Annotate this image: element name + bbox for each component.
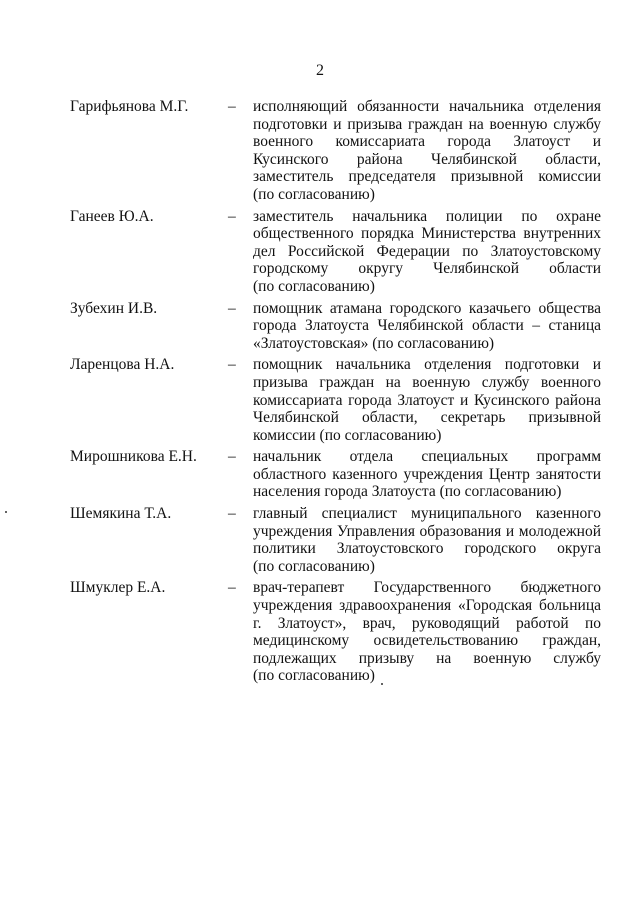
member-position [253, 505, 601, 575]
position-line: заместитель председателя призывной комиссии [253, 168, 601, 186]
position-line: городскому округу Челябинской области [253, 260, 601, 278]
position-line: (по согласованию) [253, 277, 375, 295]
member-entry [70, 505, 604, 575]
position-line: подлежащих призыву на военную службу [253, 649, 601, 667]
position-line: заместитель начальника полиции по охране [253, 207, 601, 225]
scan-speck [381, 683, 383, 685]
dash-separator: – [228, 448, 236, 466]
member-entry [70, 98, 604, 204]
position-line: (по согласованию) [253, 185, 375, 203]
position-line: комиссариата города Златоуст и Кусинского района [253, 391, 601, 409]
position-line: города Златоуста Челябинской области – станица [253, 317, 601, 335]
position-line: учреждения здравоохранения «Городская больница [253, 597, 601, 615]
position-line: врач-терапевт Государственного бюджетного [253, 579, 601, 597]
position-line: (по согласованию) [253, 557, 375, 575]
position-line: г. Златоуст», врач, руководящий работой по [253, 614, 601, 632]
position-line: исполняющий обязанности начальника отделения [253, 98, 601, 115]
member-name: Ларенцова Н.А. [70, 356, 175, 374]
dash-separator: – [228, 505, 236, 523]
position-line: Кусинского района Челябинской области, [253, 150, 601, 168]
position-line: призыва граждан на военную службу военного [253, 373, 601, 391]
member-position [253, 356, 601, 444]
position-line: военного комиссариата города Златоуст и [253, 133, 601, 151]
page-number: 2 [316, 62, 324, 79]
dash-separator: – [228, 207, 236, 225]
position-line: помощник атамана городского казачьего общества [253, 299, 601, 317]
member-name: Шмуклер Е.А. [70, 579, 166, 597]
position-line: помощник начальника отделения подготовки и [253, 356, 601, 374]
position-line: областного казенного учреждения Центр занятости [253, 465, 601, 483]
member-position [253, 208, 601, 296]
member-entry [70, 579, 604, 685]
scan-speck [5, 511, 7, 513]
position-line: подготовки и призыва граждан на военную службу [253, 115, 601, 133]
member-name: Шемякина Т.А. [70, 505, 172, 523]
member-name: Гарифьянова М.Г. [70, 98, 189, 115]
member-entry [70, 300, 604, 353]
position-line: главный специалист муниципального казенного [253, 505, 601, 523]
dash-separator: – [228, 579, 236, 597]
position-line: учреждения Управления образования и молодежной [253, 522, 601, 540]
position-line: «Златоустовская» (по согласованию) [253, 334, 495, 352]
member-entry [70, 208, 604, 296]
dash-separator: – [228, 98, 236, 115]
position-line: начальник отдела специальных программ [253, 448, 601, 466]
dash-separator: – [228, 356, 236, 374]
position-line: Челябинской области, секретарь призывной [253, 409, 601, 427]
member-position [253, 98, 601, 204]
member-name: Мирошникова Е.Н. [70, 448, 197, 466]
position-line: дел Российской Федерации по Златоустовскому [253, 242, 601, 260]
member-position [253, 448, 601, 501]
commission-members-list [70, 98, 604, 685]
member-entry [70, 448, 604, 501]
member-entry [70, 356, 604, 444]
dash-separator: – [228, 299, 236, 317]
member-position [253, 579, 601, 685]
member-name: Зубехин И.В. [70, 299, 158, 317]
position-line: общественного порядка Министерства внутренних [253, 225, 601, 243]
position-line: политики Златоустовского городского округа [253, 540, 601, 558]
member-position [253, 300, 601, 353]
position-line: населения города Златоуста (по согласованию) [253, 483, 562, 501]
position-line: медицинскому освидетельствованию граждан, [253, 632, 601, 650]
position-line: (по согласованию) [253, 667, 375, 685]
member-name: Ганеев Ю.А. [70, 207, 154, 225]
position-line: комиссии (по согласованию) [253, 426, 442, 444]
